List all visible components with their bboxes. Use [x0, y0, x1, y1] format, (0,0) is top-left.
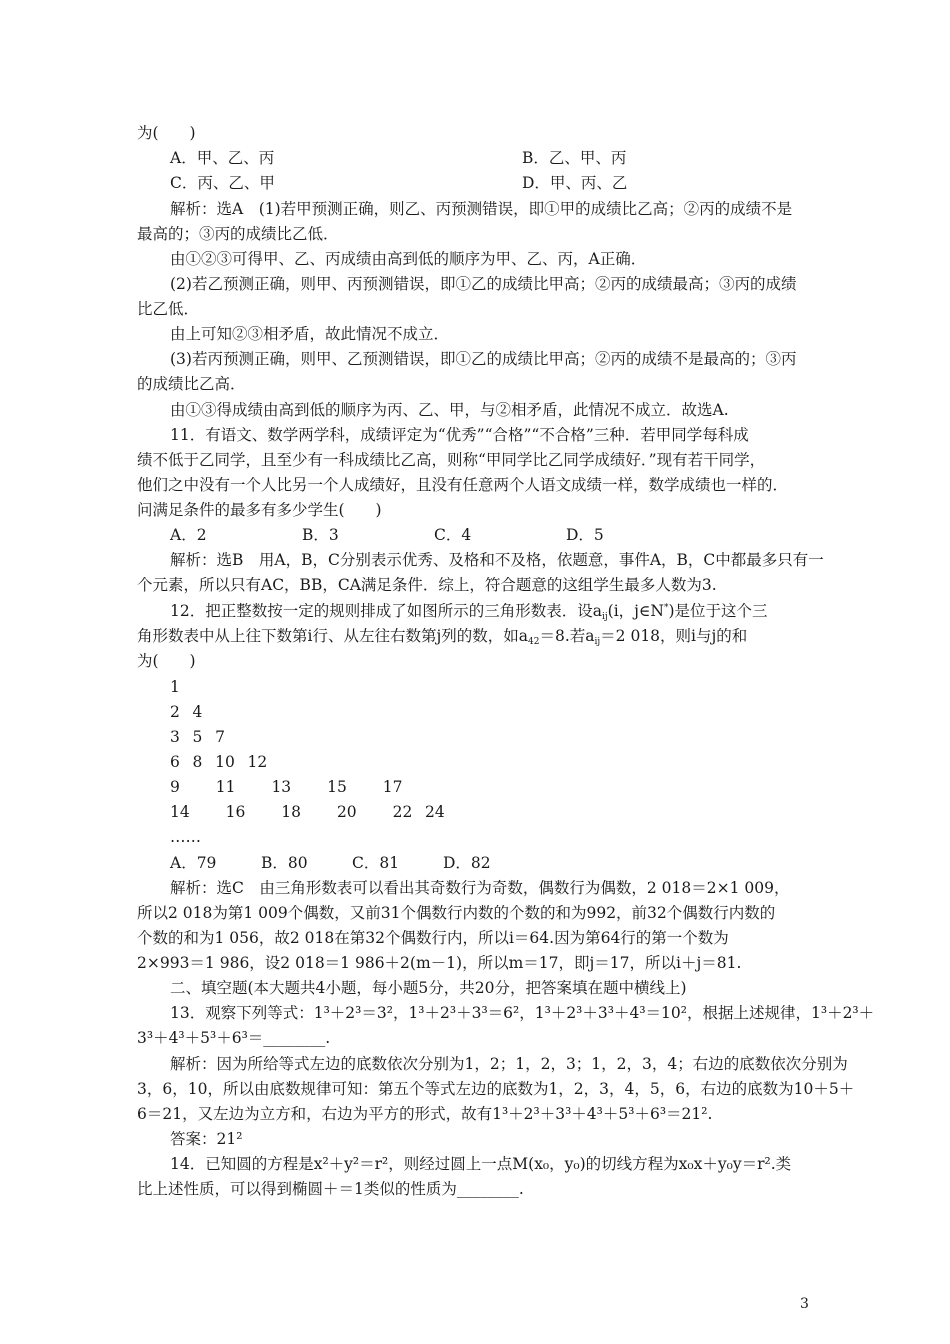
solution-line: 由上可知②③相矛盾，故此情况不成立． — [170, 325, 450, 343]
option-c: C．4 — [434, 526, 472, 544]
option-a: A．79 — [170, 854, 217, 872]
question-14-line: 比上述性质，可以得到椭圆＋＝1类似的性质为________. — [137, 1180, 524, 1198]
solution-line: 解析：选C 由三角形数表可以看出其奇数行为奇数，偶数行为偶数，2 018＝2×1 009， — [170, 879, 790, 897]
solution-line: 由①③得成绩由高到低的顺序为丙、乙、甲，与②相矛盾，此情况不成立．故选A. — [170, 401, 729, 419]
solution-line: 个元素，所以只有AC，BB，CA满足条件．综上，符合题意的这组学生最多人数为3. — [137, 576, 717, 594]
option-d: D．5 — [566, 526, 604, 544]
section-heading: 二、填空题(本大题共4小题，每小题5分，共20分，把答案填在题中横线上) — [170, 979, 687, 997]
question-12: 12．把正整数按一定的规则排成了如图所示的三角形数表．设$a_{ij}(i$，j∈N*)是位于这个三 — [170, 602, 768, 622]
solution-line: 所以2 018为第1 009个偶数，又前31个偶数行内数的个数的和为992，前32个偶数行内数的 — [137, 904, 776, 922]
answer-line: 答案：21² — [170, 1130, 243, 1148]
page-number: 3 — [800, 1296, 809, 1312]
solution-line: 最高的；③丙的成绩比乙低． — [137, 225, 339, 243]
triangle-row: 6 8 10 12 — [170, 753, 268, 771]
solution-line: 比乙低． — [137, 300, 200, 318]
triangle-row: 1 — [170, 678, 180, 696]
option-d: D．82 — [443, 854, 491, 872]
solution-line: 的成绩比乙高． — [137, 375, 246, 393]
question-11-line: 问满足条件的最多有多少学生( ) — [137, 501, 382, 519]
solution-line: 2×993＝1 986，设2 018＝1 986＋2(m－1)，所以m＝17，即j＝17，所以i＋j＝81. — [137, 954, 742, 972]
option-a: A．甲、乙、丙 — [170, 149, 275, 167]
option-a: A．2 — [170, 526, 207, 544]
option-b: B．乙、甲、丙 — [522, 149, 627, 167]
option-b: B．80 — [261, 854, 308, 872]
question-13-line: 3³＋4³＋5³＋6³＝________. — [137, 1029, 331, 1047]
question-12-line: 为( ) — [137, 652, 196, 670]
solution-line: 3，6，10，所以由底数规律可知：第五个等式左边的底数为1，2，3，4，5，6，右边的底数为10＋5＋ — [137, 1080, 855, 1098]
solution-line: 6＝21，又左边为立方和，右边为平方的形式，故有1³＋2³＋3³＋4³＋5³＋6³＝21². — [137, 1105, 713, 1123]
solution-line: (2)若乙预测正确，则甲、丙预测错误，即①乙的成绩比甲高；②丙的成绩最高；③丙的成绩 — [170, 275, 797, 293]
solution-line: 个数的和为1 056，故2 018在第32个偶数行内，所以i＝64.因为第64行的第一个数为 — [137, 929, 729, 947]
solution-line: 解析：选A (1)若甲预测正确，则乙、丙预测错误，即①甲的成绩比乙高；②丙的成绩不是 — [170, 200, 793, 218]
option-c: C．81 — [352, 854, 400, 872]
question-12-line: 角形数表中从上往下数第i行、从左往右数第j列的数，如$a_{42}=8$.若$a_{ij}=2$ 018，则i与j的和 — [137, 627, 748, 647]
option-d: D．甲、丙、乙 — [522, 174, 628, 192]
triangle-row: 14 16 18 20 22 24 — [170, 803, 445, 821]
text-line: 为( ) — [137, 124, 196, 142]
solution-line: 由①②③可得甲、乙、丙成绩由高到低的顺序为甲、乙、丙，A正确． — [170, 250, 647, 268]
question-11-line: 他们之中没有一个人比另一个人成绩好，且没有任意两个人语文成绩一样，数学成绩也一样的． — [137, 476, 789, 494]
question-14: 14．已知圆的方程是x²＋y²＝r²，则经过圆上一点M(x₀，y₀)的切线方程为x₀x＋y₀y＝r².类 — [170, 1155, 792, 1173]
solution-line: (3)若丙预测正确，则甲、乙预测错误，即①乙的成绩比甲高；②丙的成绩不是最高的；③丙 — [170, 350, 797, 368]
solution-line: 解析：因为所给等式左边的底数依次分别为1，2；1，2，3；1，2，3，4；右边的底数依次分别为 — [170, 1055, 848, 1073]
question-13: 13．观察下列等式：1³＋2³＝3²，1³＋2³＋3³＝6²，1³＋2³＋3³＋4³＝10²，根据上述规律，1³＋2³＋ — [170, 1004, 875, 1022]
triangle-ellipsis: …… — [170, 828, 201, 846]
option-b: B．3 — [302, 526, 339, 544]
triangle-row: 3 5 7 — [170, 728, 225, 746]
question-11: 11．有语文、数学两学科，成绩评定为“优秀”“合格”“不合格”三种．若甲同学每科成 — [170, 426, 749, 444]
triangle-row: 2 4 — [170, 703, 203, 721]
triangle-row: 9 11 13 15 17 — [170, 778, 403, 796]
option-c: C．丙、乙、甲 — [170, 174, 275, 192]
question-11-line: 绩不低于乙同学，且至少有一科成绩比乙高，则称“甲同学比乙同学成绩好．”现有若干同学， — [137, 451, 766, 469]
solution-line: 解析：选B 用A，B，C分别表示优秀、及格和不及格，依题意，事件A，B，C中都最多只有一 — [170, 551, 824, 569]
